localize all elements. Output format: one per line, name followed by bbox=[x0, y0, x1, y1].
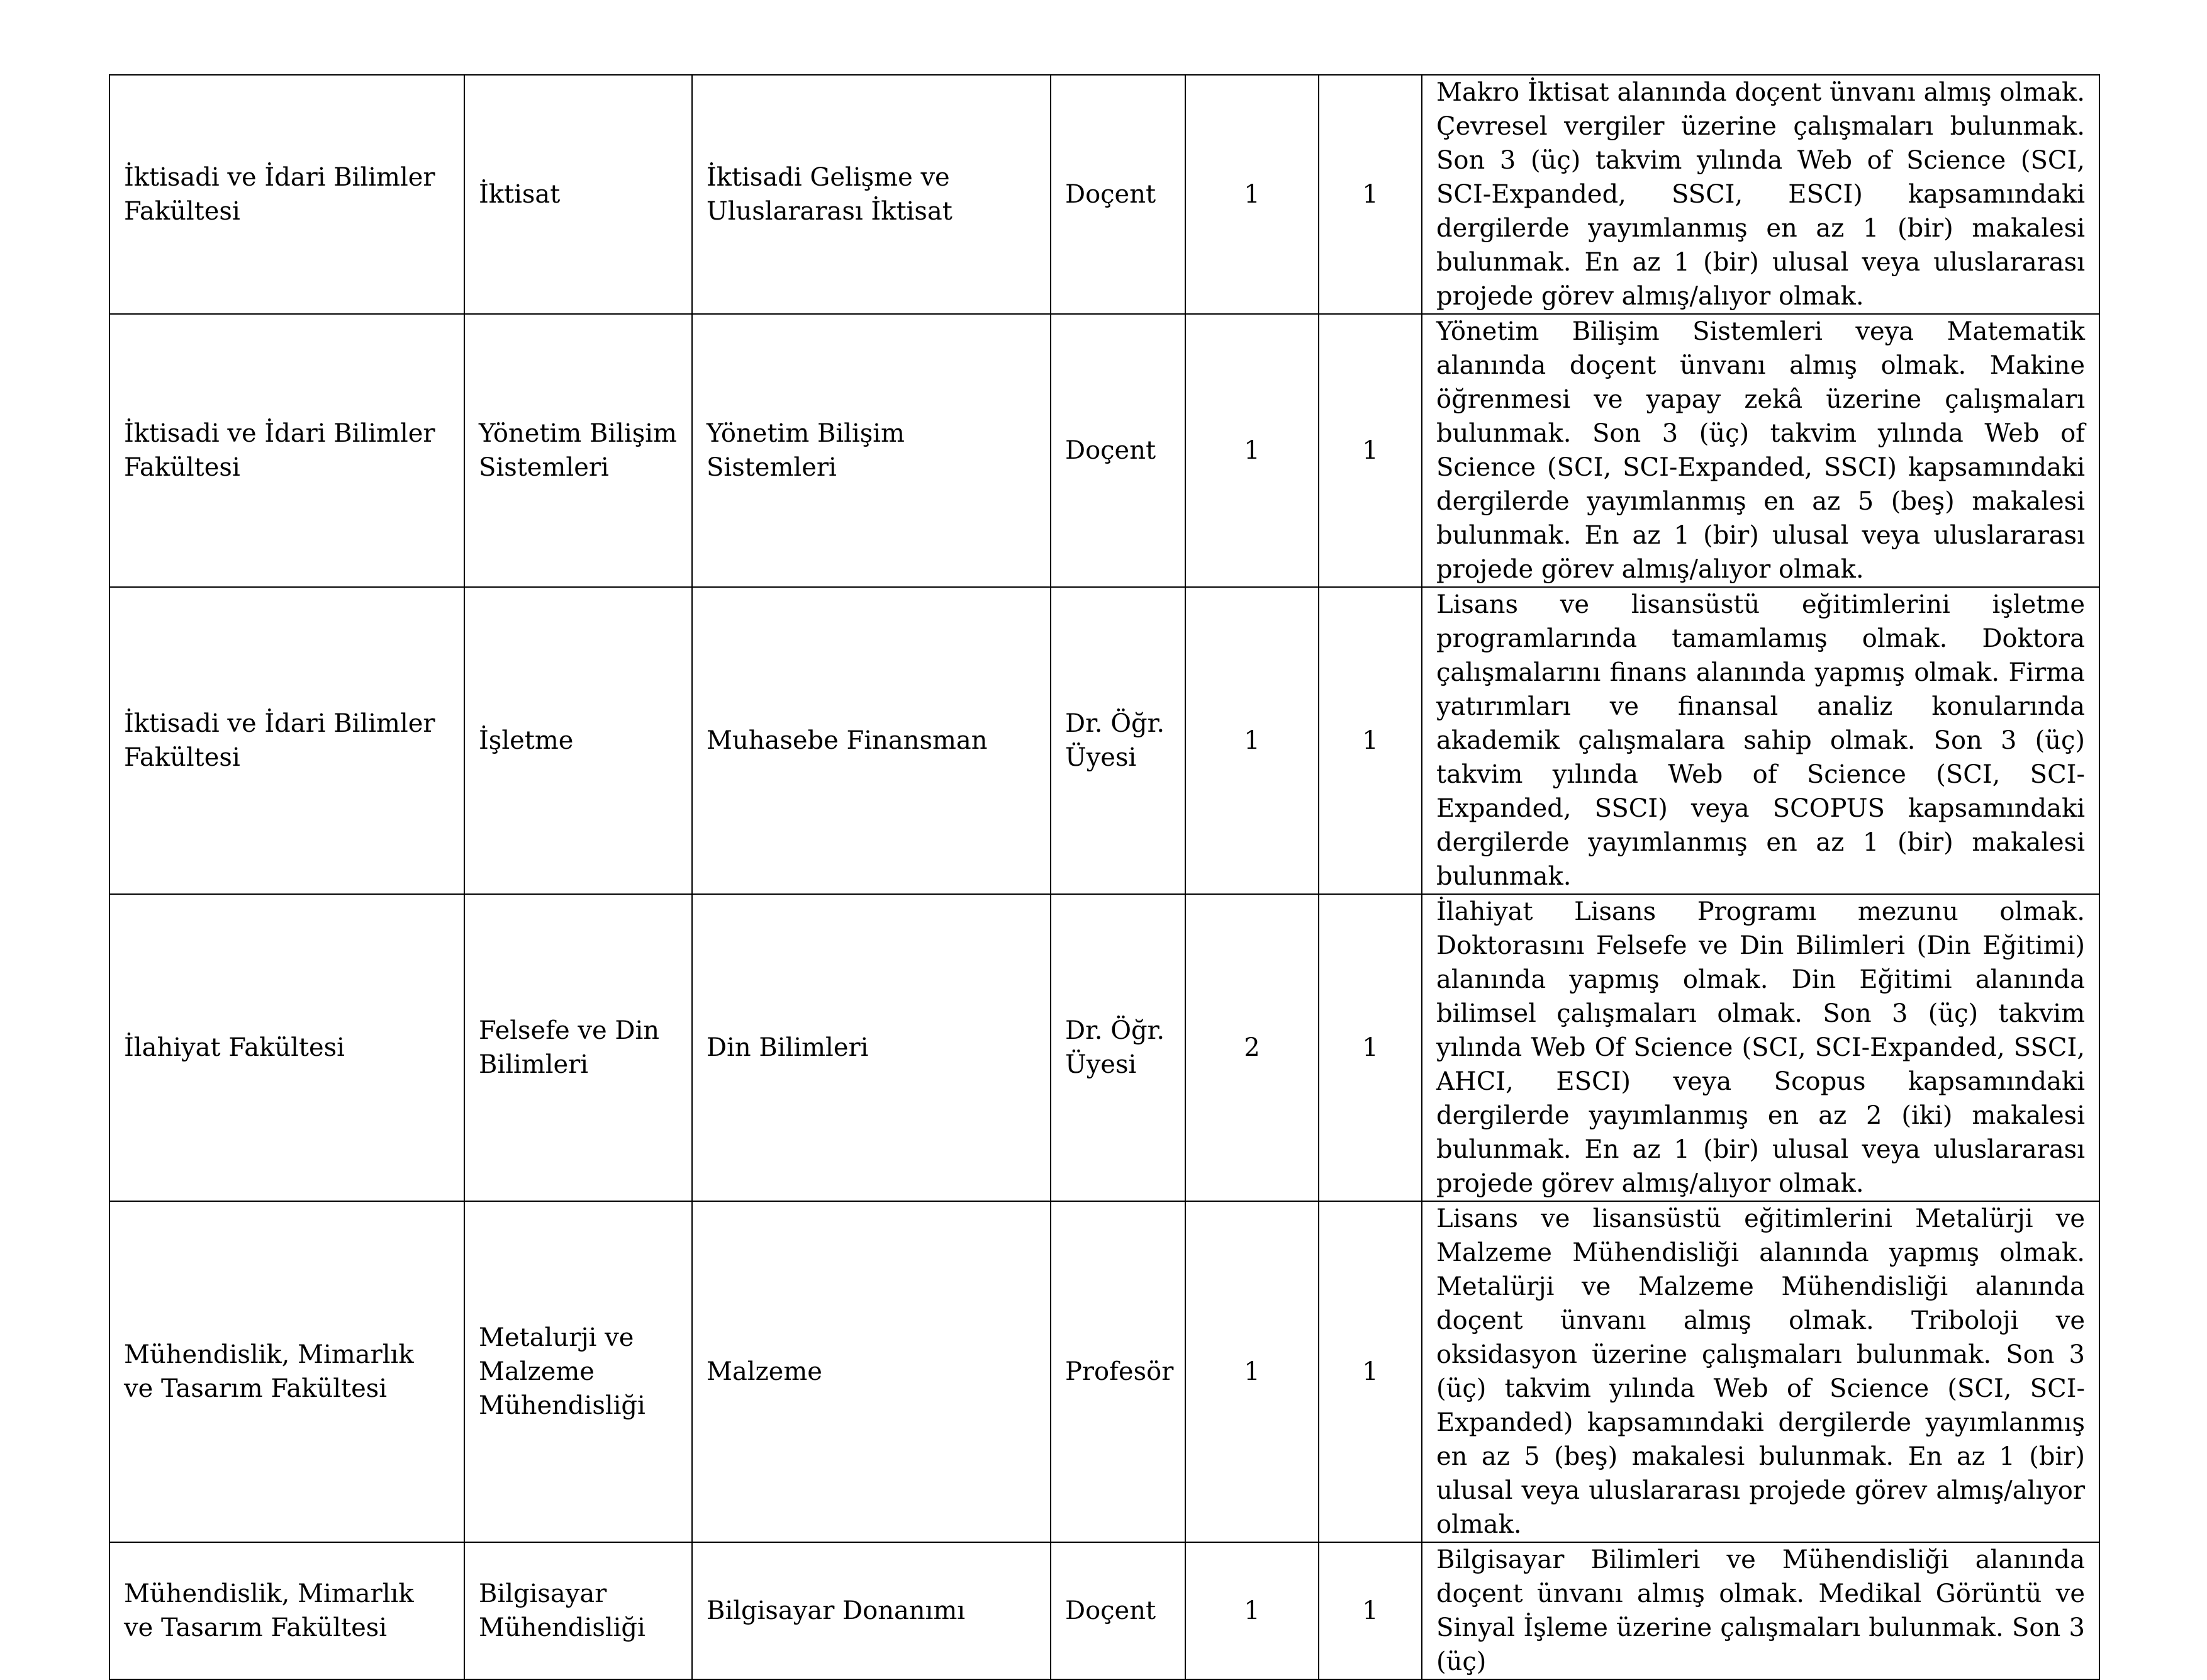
department-cell: Yönetim Bilişim Sistemleri bbox=[464, 314, 692, 587]
table-row bbox=[109, 1201, 2099, 1542]
requirements-cell: Yönetim Bilişim Sistemleri veya Matematik alanında doçent ünvanı almış olmak. Makine öğrenmesi ve yapay zekâ üzerine çalışmaları bulunmak. Son 3 (üç) takvim yılında Web of Science (SCI, SCI-Expanded, SSCI) kapsamındaki dergilerde yayımlanmış en az 5 (beş) makalesi bulunmak. En az 1 (bir) ulusal veya uluslararası projede görev almış/alıyor olmak. bbox=[1422, 314, 2099, 587]
staff-position-table bbox=[109, 74, 2100, 1680]
subfield-cell: Muhasebe Finansman bbox=[692, 587, 1051, 894]
requirements-cell: Makro İktisat alanında doçent ünvanı almış olmak. Çevresel vergiler üzerine çalışmaları bulunmak. Son 3 (üç) takvim yılında Web of Science (SCI, SCI-Expanded, SSCI, ESCI) kapsamındaki dergilerde yayımlanmış en az 1 (bir) makalesi bulunmak. En az 1 (bir) ulusal veya uluslararası projede görev almış/alıyor olmak. bbox=[1422, 75, 2099, 314]
department-cell: Bilgisayar Mühendisliği bbox=[464, 1542, 692, 1679]
subfield-cell: Bilgisayar Donanımı bbox=[692, 1542, 1051, 1679]
faculty-cell: İktisadi ve İdari Bilimler Fakültesi bbox=[109, 314, 464, 587]
table-row bbox=[109, 75, 2099, 314]
count-cell: 1 bbox=[1185, 587, 1319, 894]
count-cell: 1 bbox=[1185, 1201, 1319, 1542]
title-cell: Doçent bbox=[1051, 75, 1185, 314]
requirements-cell: İlahiyat Lisans Programı mezunu olmak. Doktorasını Felsefe ve Din Bilimleri (Din Eğitimi) alanında yapmış olmak. Din Eğitimi alanında bilimsel çalışmaları olmak. Son 3 (üç) takvim yılında Web Of Science (SCI, SCI-Expanded, SSCI, AHCI, ESCI) veya Scopus kapsamındaki dergilerde yayımlanmış en az 2 (iki) makalesi bulunmak. En az 1 (bir) ulusal veya uluslararası projede görev almış/alıyor olmak. bbox=[1422, 894, 2099, 1201]
subfield-cell: Malzeme bbox=[692, 1201, 1051, 1542]
department-cell: Felsefe ve Din Bilimleri bbox=[464, 894, 692, 1201]
faculty-cell: İktisadi ve İdari Bilimler Fakültesi bbox=[109, 75, 464, 314]
table-row bbox=[109, 1542, 2099, 1679]
title-cell: Doçent bbox=[1051, 1542, 1185, 1679]
requirements-cell: Lisans ve lisansüstü eğitimlerini işletme programlarında tamamlamış olmak. Doktora çalışmalarını finans alanında yapmış olmak. Firma yatırımları ve finansal analiz konularında akademik çalışmalara sahip olmak. Son 3 (üç) takvim yılında Web of Science (SCI, SCI-Expanded, SSCI) veya SCOPUS kapsamındaki dergilerde yayımlanmış en az 1 (bir) makalesi bulunmak. bbox=[1422, 587, 2099, 894]
count-cell: 1 bbox=[1185, 75, 1319, 314]
requirements-cell: Bilgisayar Bilimleri ve Mühendisliği alanında doçent ünvanı almış olmak. Medikal Görüntü ve Sinyal İşleme üzerine çalışmaları bulunmak. Son 3 (üç) bbox=[1422, 1542, 2099, 1679]
subfield-cell: Yönetim Bilişim Sistemleri bbox=[692, 314, 1051, 587]
requirements-cell: Lisans ve lisansüstü eğitimlerini Metalürji ve Malzeme Mühendisliği alanında yapmış olmak. Metalürji ve Malzeme Mühendisliği alanında doçent ünvanı almış olmak. Triboloji ve oksidasyon üzerine çalışmaları bulunmak. Son 3 (üç) takvim yılında Web of Science (SCI, SCI-Expanded) kapsamındaki dergilerde yayımlanmış en az 5 (beş) makalesi bulunmak. En az 1 (bir) ulusal veya uluslararası projede görev almış/alıyor olmak. bbox=[1422, 1201, 2099, 1542]
department-cell: Metalurji ve Malzeme Mühendisliği bbox=[464, 1201, 692, 1542]
count-cell: 1 bbox=[1185, 1542, 1319, 1679]
count-cell: 1 bbox=[1185, 314, 1319, 587]
department-cell: İktisat bbox=[464, 75, 692, 314]
count-cell: 1 bbox=[1319, 75, 1422, 314]
title-cell: Profesör bbox=[1051, 1201, 1185, 1542]
count-cell: 2 bbox=[1185, 894, 1319, 1201]
faculty-cell: İlahiyat Fakültesi bbox=[109, 894, 464, 1201]
count-cell: 1 bbox=[1319, 587, 1422, 894]
count-cell: 1 bbox=[1319, 1542, 1422, 1679]
count-cell: 1 bbox=[1319, 314, 1422, 587]
table-row bbox=[109, 314, 2099, 587]
count-cell: 1 bbox=[1319, 894, 1422, 1201]
department-cell: İşletme bbox=[464, 587, 692, 894]
table-row bbox=[109, 587, 2099, 894]
faculty-cell: Mühendislik, Mimarlık ve Tasarım Fakültesi bbox=[109, 1201, 464, 1542]
title-cell: Dr. Öğr. Üyesi bbox=[1051, 587, 1185, 894]
table-row bbox=[109, 894, 2099, 1201]
faculty-cell: İktisadi ve İdari Bilimler Fakültesi bbox=[109, 587, 464, 894]
faculty-cell: Mühendislik, Mimarlık ve Tasarım Fakültesi bbox=[109, 1542, 464, 1679]
title-cell: Doçent bbox=[1051, 314, 1185, 587]
title-cell: Dr. Öğr. Üyesi bbox=[1051, 894, 1185, 1201]
subfield-cell: İktisadi Gelişme ve Uluslararası İktisat bbox=[692, 75, 1051, 314]
count-cell: 1 bbox=[1319, 1201, 1422, 1542]
subfield-cell: Din Bilimleri bbox=[692, 894, 1051, 1201]
